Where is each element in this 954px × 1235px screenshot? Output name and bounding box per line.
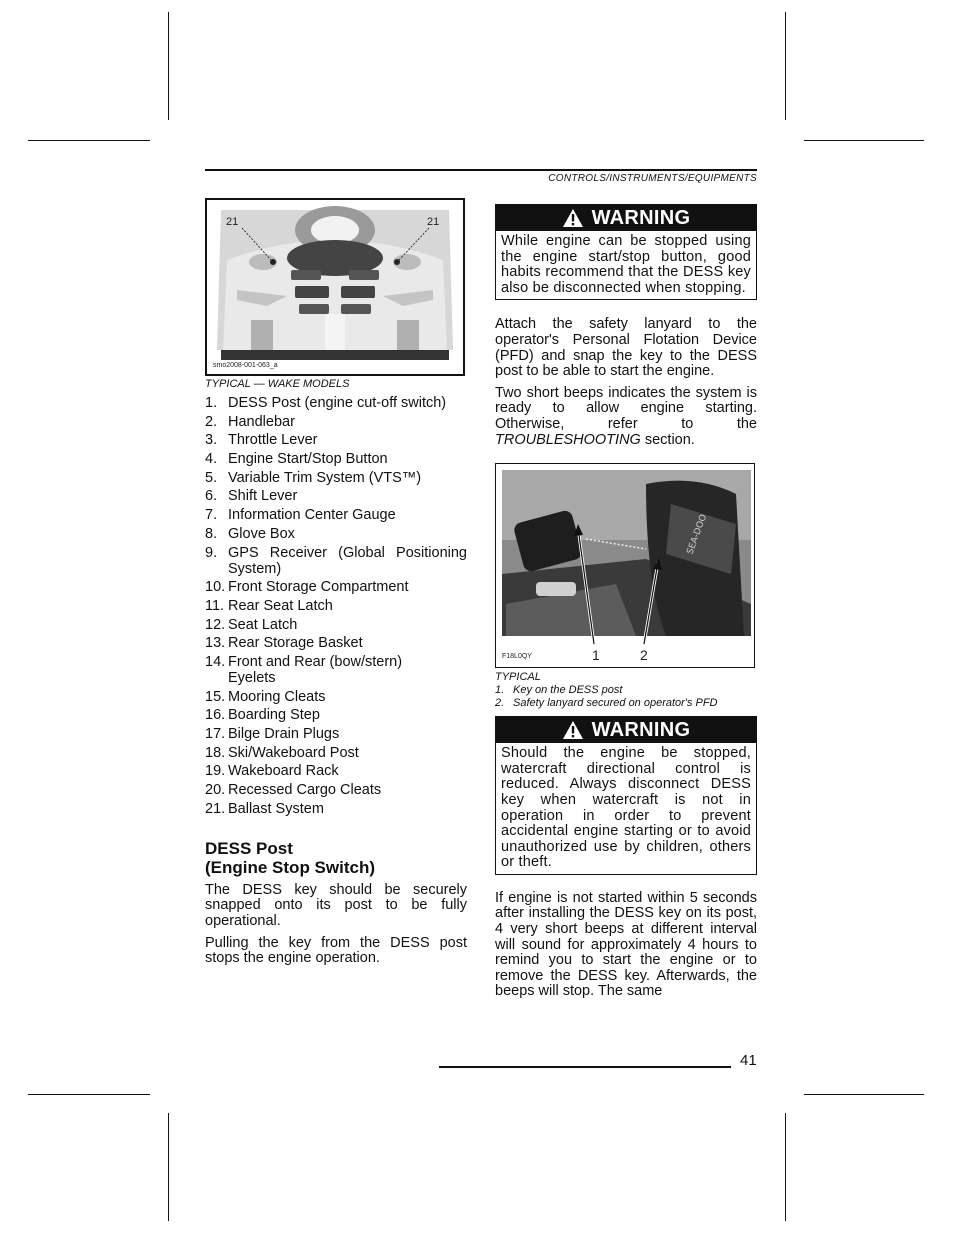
warning-box-1 [495,204,757,300]
warning-text: While engine can be stopped using the engine start/stop button, good habits recommend that the DESS key also be disconnected when stopping. [501,233,751,296]
watercraft-figure [205,198,465,376]
photo-callout-1: 1 [592,647,600,664]
crop-mark [804,140,924,141]
list-item: 12. Seat Latch [205,616,298,633]
list-item: 16. Boarding Step [205,707,320,724]
dess-paragraph-1: The DESS key should be securely snapped onto its post to be fully operational. [205,881,467,929]
list-item: 1. DESS Post (engine cut-off switch) [205,395,447,411]
crop-mark [28,140,150,141]
list-item: 4. Engine Start/Stop Button [205,451,388,468]
warning-triangle-icon [562,720,584,740]
list-item: 18. Ski/Wakeboard Post [205,744,359,761]
running-header: CONTROLS/INSTRUMENTS/EQUIPMENTS [548,173,757,184]
warning-triangle-icon [562,208,584,228]
dess-paragraph-2: Pulling the key from the DESS post stops the engine operation. [205,934,467,967]
svg-text:SEA-DOO: SEA-DOO [685,513,710,556]
list-item: 15. Mooring Cleats [205,688,326,705]
photo-caption-list [495,684,757,710]
crop-mark [168,1113,169,1221]
header-rule [205,169,757,171]
lanyard-paragraph: Attach the safety lanyard to the operator's Personal Flotation Device (PFD) and snap the key to the DESS post to be able to start the engine. [495,316,757,380]
page-number: 41 [740,1052,757,1069]
warning-header [496,205,756,231]
beep-interval-paragraph: If engine is not started within 5 seconds after installing the DESS key on its post, 4 very short beeps at different interval will sound for approximately 4 hours to remind you to start the engine or to remove the DESS key. Afterwards, the beeps will stop. The same [495,889,757,1000]
crop-mark [28,1094,150,1095]
warning-box-2 [495,716,757,875]
caption-item: 2. Safety lanyard secured on operator's PFD [495,697,718,710]
list-item: 3. Throttle Lever [205,432,318,449]
section-heading-line1: DESS Post [205,838,293,858]
list-item: 7. Information Center Gauge [205,507,396,524]
list-item: 14. Front and Rear (bow/stern) Eyelets [205,653,403,686]
figure-label-21-right: 21 [427,216,440,228]
figure-caption: TYPICAL — WAKE MODELS [205,378,350,390]
crop-mark [804,1094,924,1095]
photo-callout-2: 2 [640,647,648,664]
list-item: 10. Front Storage Compartment [205,579,409,596]
left-column [205,198,467,973]
list-item: 5. Variable Trim System (VTS™) [205,469,422,486]
list-item: 20. Recessed Cargo Cleats [205,782,382,799]
figure-label-21-left: 21 [226,216,239,228]
section-heading [205,839,467,877]
crop-mark [168,12,169,120]
list-item: 17. Bilge Drain Plugs [205,726,340,742]
crop-mark [785,1113,786,1221]
dess-photo-figure [495,463,755,668]
section-heading-line2: (Engine Stop Switch) [205,857,375,877]
footer-rule [439,1066,731,1068]
list-item: 2. Handlebar [205,413,295,430]
photo-image-id: F18L0QY [502,653,532,661]
list-item: 8. Glove Box [205,525,295,542]
warning-text: Should the engine be stopped, watercraft directional control is reduced. Always disconnect DESS key when watercraft is not in operation in order to prevent accidental engine starting or to avoid unauthorized use by children, others or theft. [501,745,751,871]
list-item: 21. Ballast System [205,800,324,817]
warning-title: WARNING [591,206,691,229]
beeps-paragraph: Two short beeps indicates the system is ready to allow engine starting. Otherwise, refer to the TROUBLESHOOTING section. [495,384,757,448]
right-column [495,204,757,1006]
crop-mark [785,12,786,120]
list-item: 11. Rear Seat Latch [205,597,333,614]
list-item: 19. Wakeboard Rack [205,763,339,780]
figure-image-id: smo2008-001-063_a [213,362,278,369]
list-item: 6. Shift Lever [205,488,298,505]
troubleshooting-reference: TROUBLESHOOTING [495,431,641,448]
watercraft-deck-illustration [207,200,463,374]
warning-title: WARNING [591,718,691,741]
list-item: 9. GPS Receiver (Global Positioning System) [205,544,467,577]
photo-caption-title: TYPICAL [495,671,541,684]
warning-header [496,717,756,743]
dess-key-photo [496,464,754,667]
list-item: 13. Rear Storage Basket [205,635,363,652]
caption-item: 1. Key on the DESS post [495,684,623,697]
parts-list [205,395,467,817]
